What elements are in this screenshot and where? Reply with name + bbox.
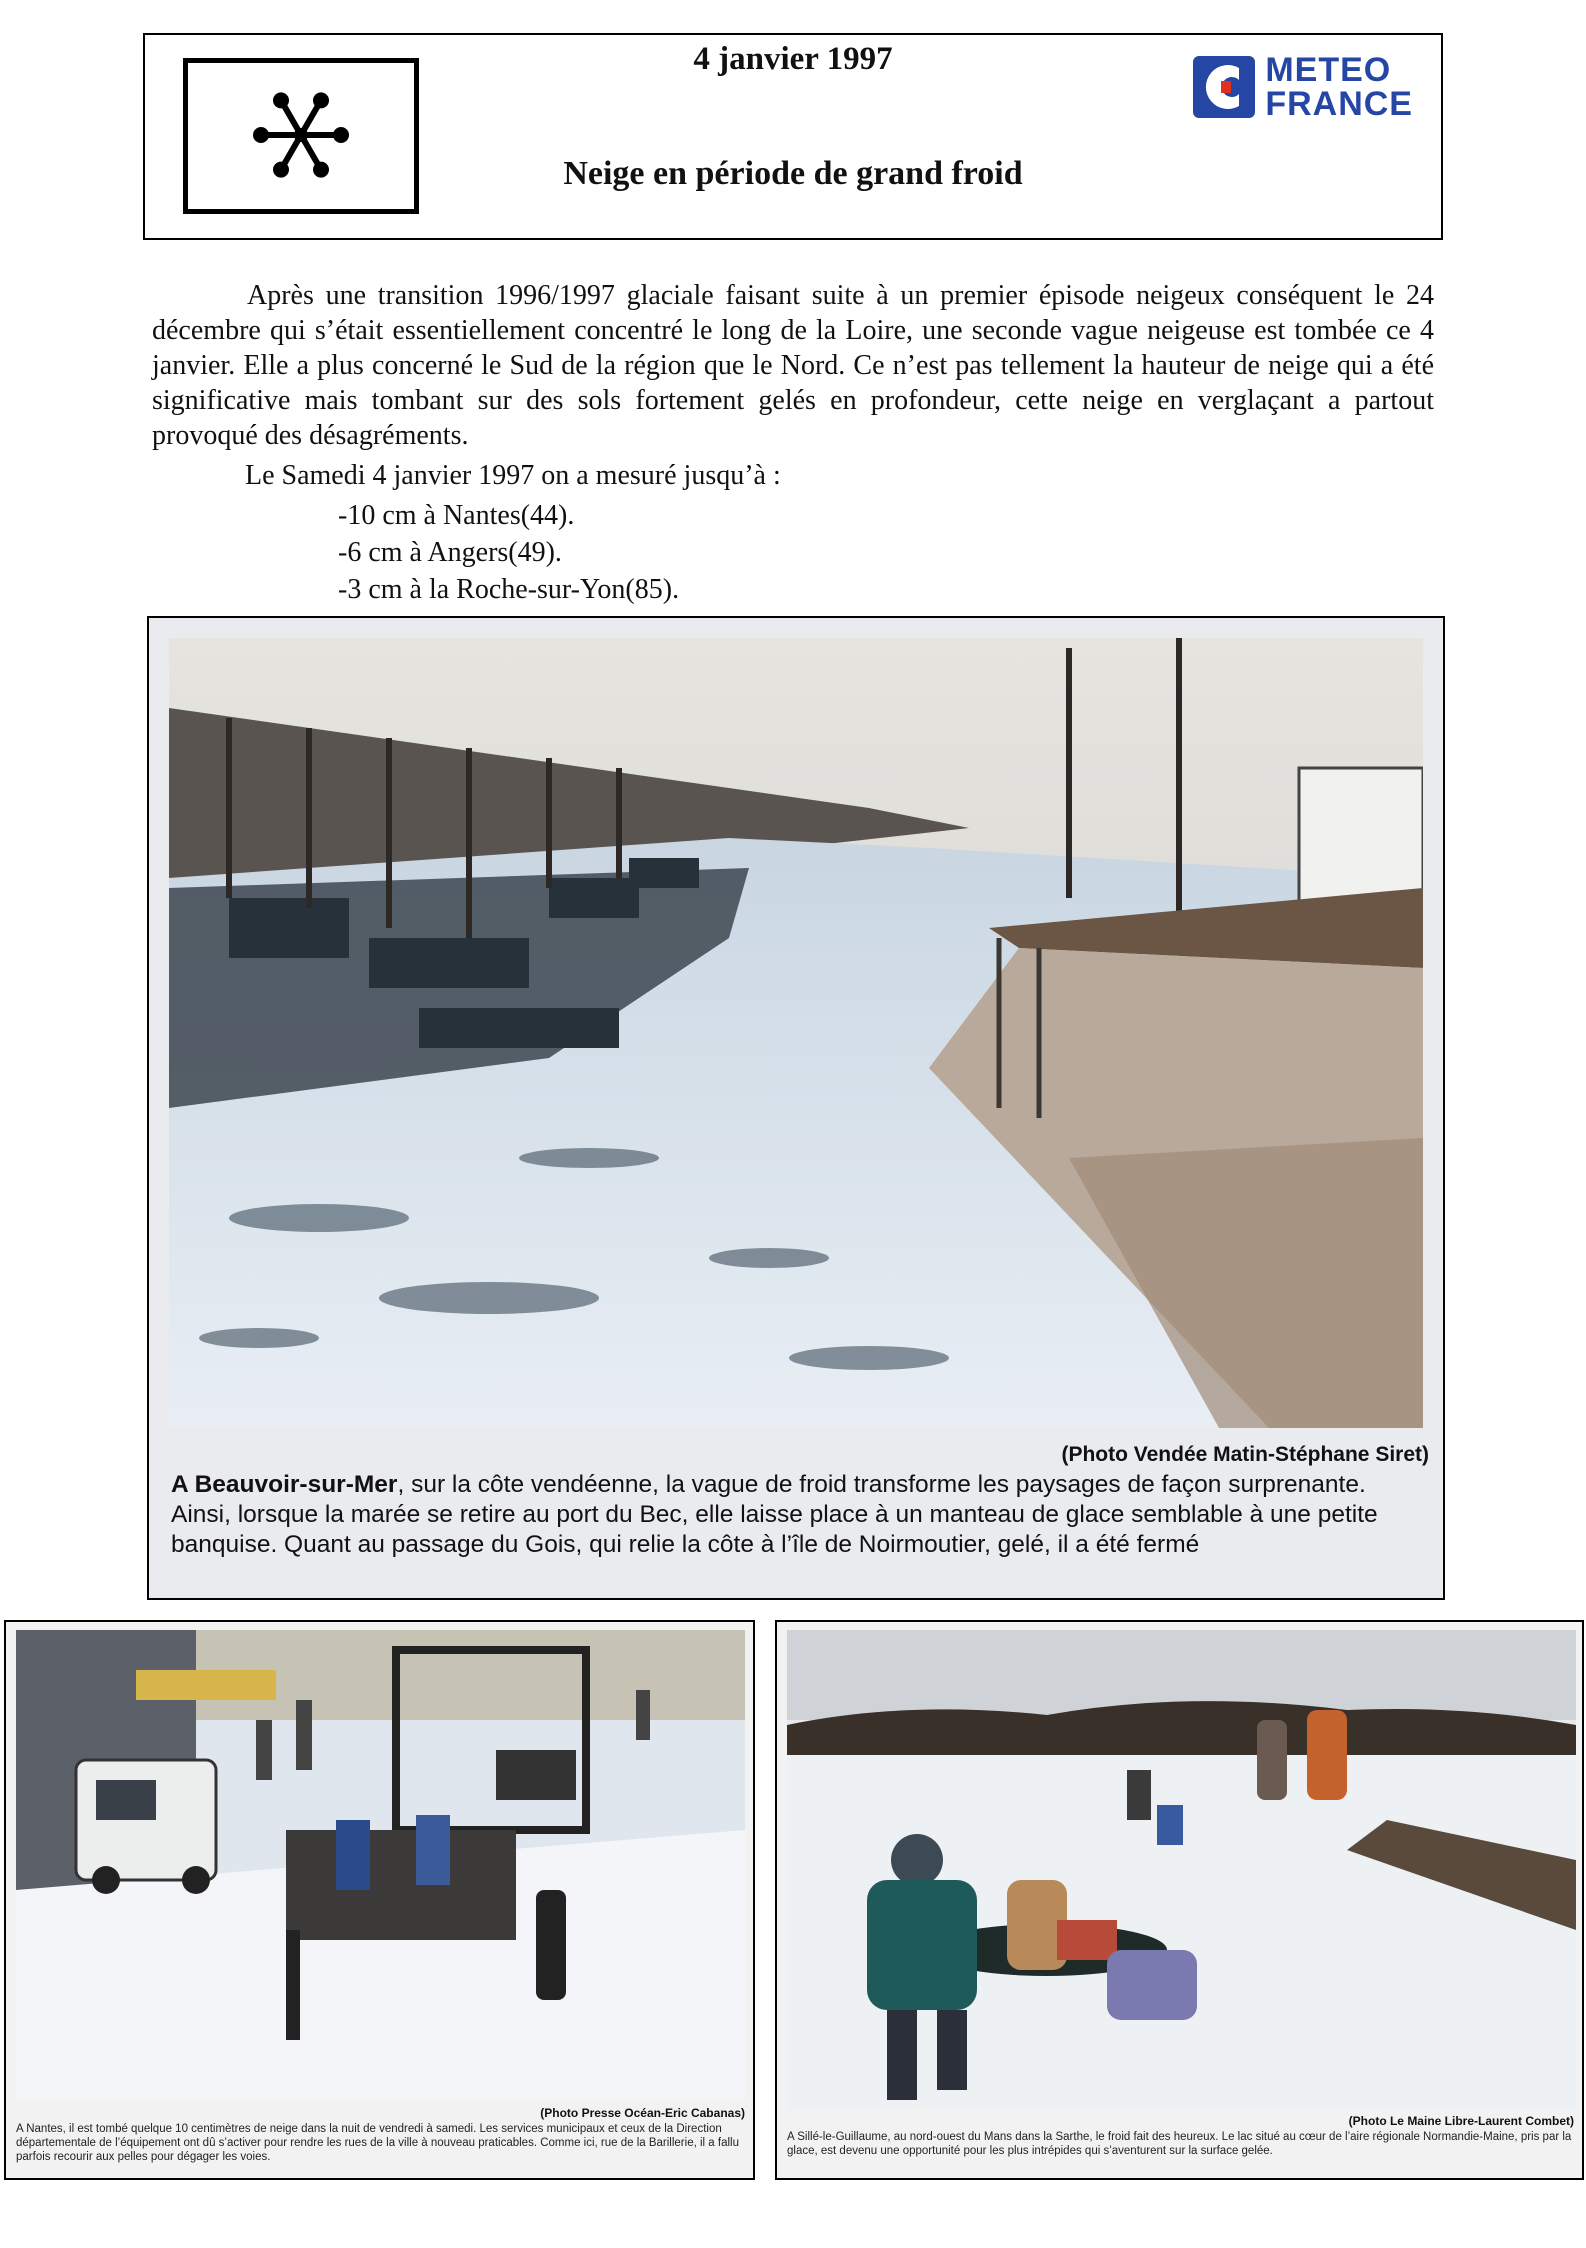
measure-item: -10 cm à Nantes(44). [338,500,575,531]
measure-intro: Le Samedi 4 janvier 1997 on a mesuré jusqu’à : [245,460,781,491]
logo-line-2: FRANCE [1265,85,1413,123]
caption-lead: A Beauvoir-sur-Mer [171,1471,398,1498]
left-photo-caption: A Nantes, il est tombé quelque 10 centimètres de neige dans la nuit de vendredi à samedi. Les services municipaux et ceux de la Direction départementale de l’équipement ont dû s’activer pour rendre les rues de la ville à nouveau praticables. Comme ici, rue de la Barillerie, il a fallu parfois recourir aux pelles pour dégager les voies. [16,2123,739,2163]
intro-paragraph: Après une transition 1996/1997 glaciale faisant suite à un premier épisode neigeux conséquent le 24 décembre qui s’était essentiellement concentré le long de la Loire, une seconde vague neigeuse est tombée ce 4 janvier. Elle a plus concerné le Sud de la région que le Nord. Ce n’est pas tellement la hauteur de neige qui a été significative mais tombant sur des sols fortement gelés en profondeur, cette neige en verglaçant a partout provoqué des désagréments. [152,280,1434,451]
sille-photo-clipping [775,1620,1584,2180]
measure-list [338,497,679,608]
snowy-street-photo [16,1630,745,2100]
main-photo-caption [171,1470,1426,1560]
logo-mark-icon [1191,54,1257,120]
main-photo-credit: (Photo Vendée Matin-Stéphane Siret) [1061,1443,1429,1466]
intro-paragraph-block [152,278,1434,453]
meteo-france-logo [1191,53,1413,121]
nantes-photo-clipping [4,1620,755,2180]
page-title: Neige en période de grand froid [563,155,1023,192]
logo-line-1: METEO [1265,51,1392,89]
left-photo-credit: (Photo Presse Océan-Eric Cabanas) [540,2106,745,2120]
frozen-lake-photo [787,1630,1576,2110]
measure-item: -6 cm à Angers(49). [338,537,562,568]
main-photo-clipping [147,616,1445,1600]
right-photo-caption: A Sillé-le-Guillaume, au nord-ouest du Mans dans la Sarthe, le froid fait des heureux. Le lac situé au cœur de l’aire régionale Normandie-Maine, pris par la glace, est devenu une opportunité pour les plus intrépides qui s’aventurent sur la surface gelée. [787,2131,1572,2157]
right-photo-credit: (Photo Le Maine Libre-Laurent Combet) [1348,2114,1574,2128]
logo-text [1265,53,1413,121]
measure-item: -3 cm à la Roche-sur-Yon(85). [338,574,680,605]
caption-rest: , sur la côte vendéenne, la vague de froid transforme les paysages de façon surprenante. Ainsi, lorsque la marée se retire au port du Bec, elle laisse place à un manteau de glace semblable à une petite banquise. Quant au passage du Gois, qui relie la côte à l’île de Noirmoutier, gelé, il a été fermé [171,1471,1378,1558]
frozen-harbor-photo [169,638,1423,1428]
header-box [143,33,1443,240]
page-date: 4 janvier 1997 [693,41,893,77]
